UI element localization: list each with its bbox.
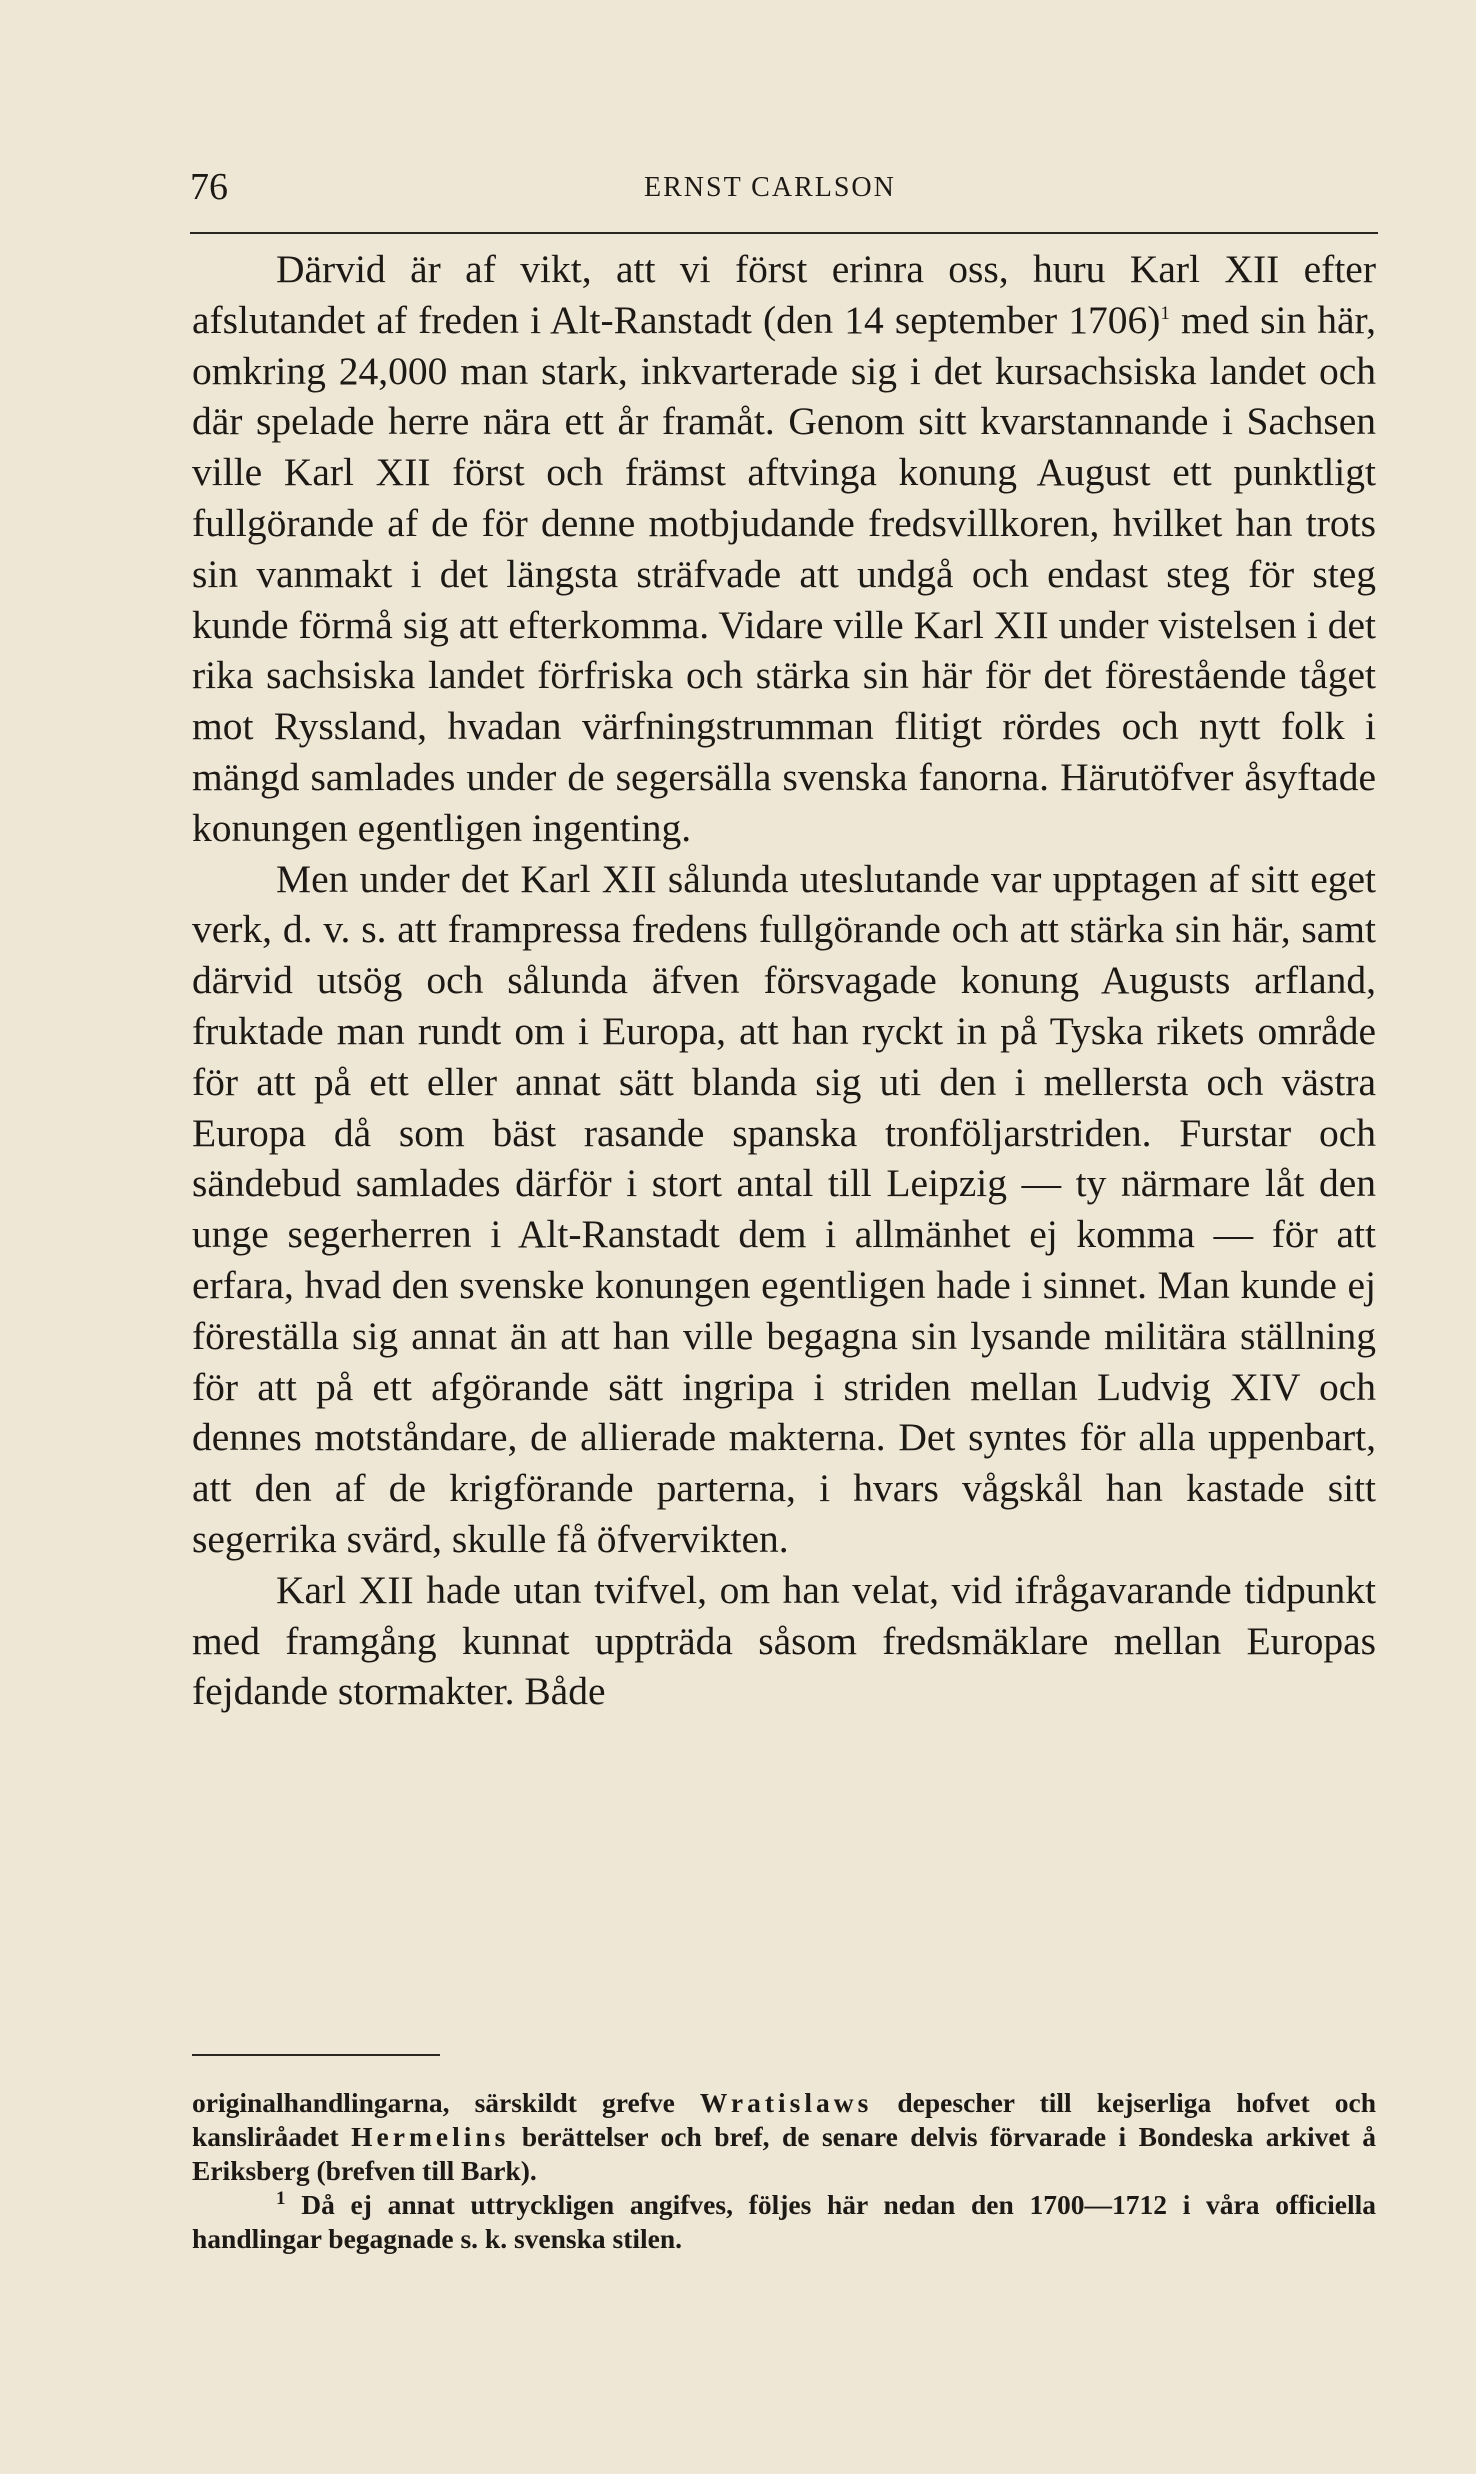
paragraph-1-part-b: med sin här, omkring 24,000 man stark, inkvarterade sig i det kursachsiska landet och där spelade herre nära ett år framåt. Genom sitt kvarstannande i Sachsen ville Karl XII först och främst aftvinga konung August ett punktligt fullgörande af de för denne motbjudande fredsvillkoren, hvilket han trots sin vanmakt i det längsta sträfvade att undgå och endast steg för steg kunde förmå sig att efterkomma. Vidare ville Karl XII under vistelsen i det rika sachsiska landet förfriska och stärka sin här för det förestående tåget mot Ryssland, hvadan värfningstrumman flitigt rördes och nytt folk i mängd samlades under de segersälla svenska fanorna. Härutöfver åsyftade konungen egentligen ingenting. [192, 297, 1376, 850]
footnote-1-mark: 1 [276, 2187, 286, 2209]
page-number: 76 [190, 166, 228, 208]
running-head: ERNST CARLSON [644, 172, 896, 203]
footnote-continuation [192, 2086, 1376, 2188]
footnote-reference: 1 [1160, 302, 1170, 324]
paragraph-1-part-a: Därvid är af vikt, att vi först erinra oss, huru Karl XII efter afslutandet af freden i Alt-Ranstadt (den 14 september 1706) [192, 247, 1376, 342]
footnote-continuation-text-a: originalhandlingarna, särskildt grefve [192, 2087, 700, 2118]
page-header [190, 162, 1380, 212]
paragraph-2: Men under det Karl XII sålunda uteslutande var upptagen af sitt eget verk, d. v. s. att frampressa fredens fullgörande och att stärka sin här, samt därvid utsög och sålunda äfven försvagade konung Augusts arfland, fruktade man rundt om i Europa, att han ryckt in på Tyska rikets område för att på ett eller annat sätt blanda sig uti den i mellersta och västra Europa då som bäst rasande spanska tronföljarstriden. Furstar och sändebud samlades därför i stort antal till Leipzig — ty närmare låt den unge segerherren i Alt-Ranstadt dem i allmänhet ej komma — för att erfara, hvad den svenske konungen egentligen hade i sinnet. Man kunde ej föreställa sig annat än att han ville begagna sin lysande militära ställning för att på ett afgörande sätt ingripa i striden mellan Ludvig XIV och dennes motståndare, de allierade makterna. Det syntes för alla uppenbart, att den af de krigförande parterna, i hvars vågskål han kastade sitt segerrika svärd, skulle få öfvervikten. [192, 856, 1376, 1561]
spaced-name-hermelin: Hermelins [351, 2121, 510, 2152]
spaced-name-wratislaw: Wratislaws [699, 2087, 873, 2118]
paragraph-3: Karl XII hade utan tvifvel, om han velat, vid ifrågavarande tidpunkt med framgång kunnat uppträda såsom fredsmäklare mellan Europas fejdande stormakter. Både [192, 1567, 1376, 1714]
footnotes [192, 2086, 1376, 2256]
body-text [192, 244, 1376, 1717]
footnote-rule [192, 2054, 440, 2056]
footnote-continuation-text-b: depescher till kejserliga hofvet och kansliråadet [192, 2087, 1376, 2152]
footnote-1-text: Då ej annat uttryckligen angifves, följes här nedan den 1700—1712 i våra officiella handlingar begagnade s. k. svenska stilen. [192, 2189, 1376, 2254]
paragraph-1 [192, 244, 1376, 854]
footnote-continuation-text-c: berättelser och bref, de senare delvis förvarade i Bondeska arkivet å Eriksberg (brefven till Bark). [192, 2121, 1377, 2186]
header-rule [190, 232, 1378, 234]
footnote-1 [192, 2188, 1376, 2256]
